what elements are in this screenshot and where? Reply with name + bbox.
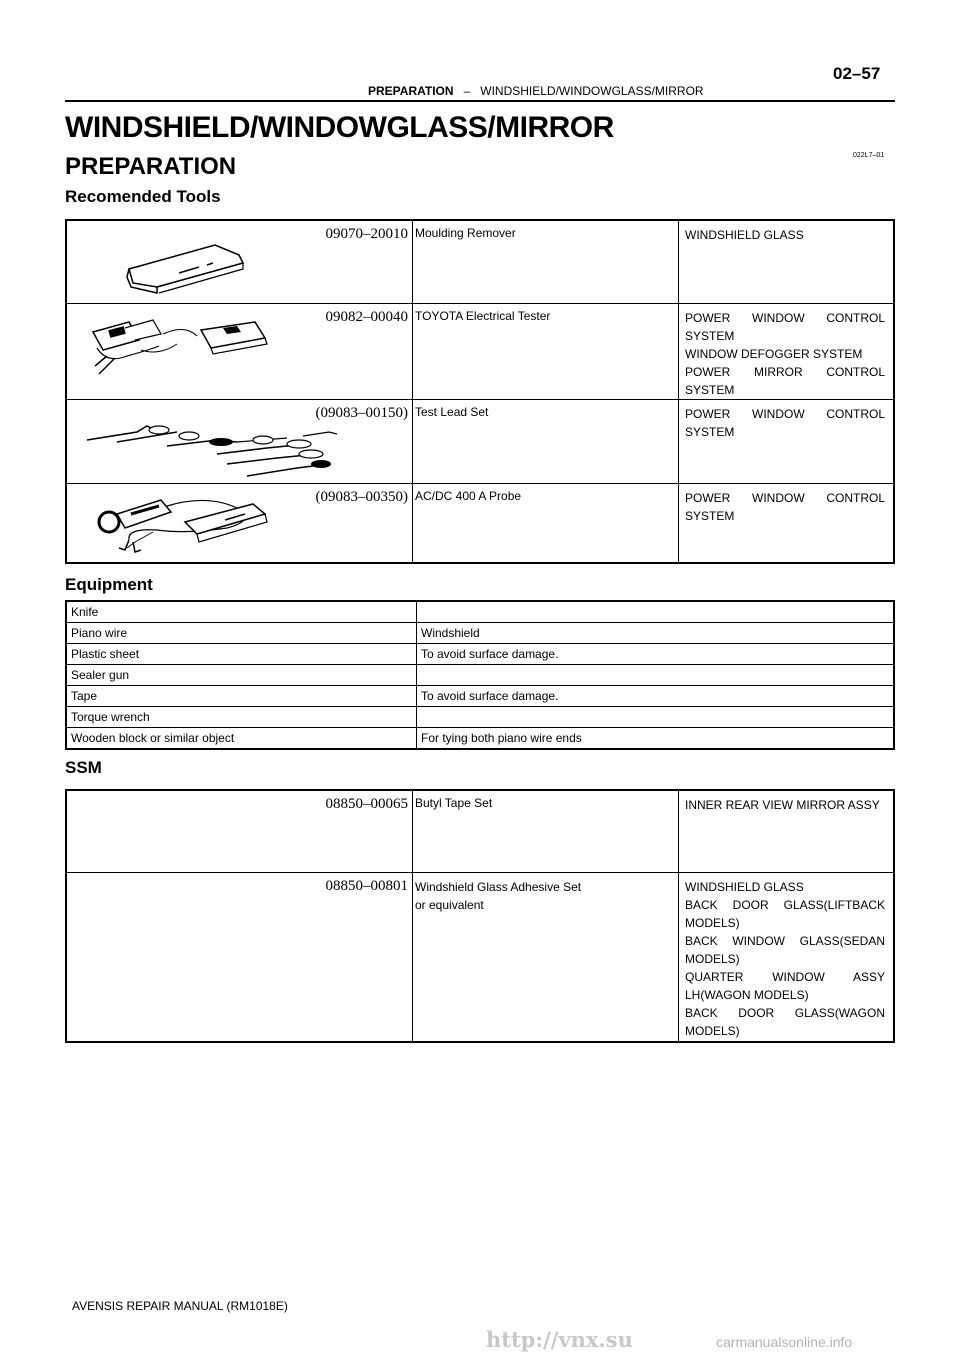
header-rule [65, 100, 895, 102]
tool-part-number: 09070–20010 [325, 226, 408, 242]
header-separator: – [463, 84, 471, 98]
ssm-part-number: 08850–00065 [325, 796, 408, 812]
ssm-part-cell [66, 872, 413, 1042]
ssm-use-line: LH(WAGON MODELS) [685, 987, 809, 1002]
ssm-part-number: 08850–00801 [325, 877, 408, 894]
tool-use-line: POWER WINDOW CONTROL [685, 406, 885, 421]
table-row [66, 707, 894, 728]
watermark-link[interactable]: http://vnx.su [486, 1327, 633, 1352]
ssm-use-line: MODELS) [685, 1023, 740, 1038]
tool-illustration-cell [66, 483, 413, 563]
ssm-use-line: BACK WINDOW GLASS(SEDAN [685, 933, 885, 948]
table-row [66, 665, 894, 686]
equipment-item: Tape [66, 686, 417, 707]
page-footer: AVENSIS REPAIR MANUAL (RM1018E) [72, 1299, 288, 1313]
table-row [66, 686, 894, 707]
equipment-table [65, 600, 895, 750]
tool-illustration-cell [66, 220, 413, 303]
tool-use-line: POWER WINDOW CONTROL [685, 490, 885, 505]
tool-use-line: POWER WINDOW CONTROL [685, 310, 885, 325]
ssm-use-line: WINDSHIELD GLASS [685, 879, 804, 894]
tool-use [679, 483, 895, 563]
ssm-use-line: MODELS) [685, 915, 740, 930]
ssm-name [413, 790, 679, 872]
equipment-note: To avoid surface damage. [417, 644, 895, 665]
ssm-name [413, 872, 679, 1042]
table-row [66, 872, 894, 1042]
ssm-use-line: INNER REAR VIEW MIRROR ASSY [685, 798, 880, 812]
table-row [66, 644, 894, 665]
running-header [368, 84, 704, 98]
tool-part-number: 09082–00040 [325, 308, 408, 325]
equipment-note [417, 707, 895, 728]
tool-use-line: SYSTEM [685, 424, 735, 439]
tool-use-line: WINDSHIELD GLASS [685, 228, 804, 242]
tools-table [65, 219, 895, 564]
equipment-item: Torque wrench [66, 707, 417, 728]
ssm-use-line: QUARTER WINDOW ASSY [685, 969, 885, 984]
table-row [66, 303, 894, 399]
tool-use-line: WINDOW DEFOGGER SYSTEM [685, 346, 863, 361]
tool-illustration-cell [66, 399, 413, 483]
equipment-item: Wooden block or similar object [66, 728, 417, 750]
equipment-item: Piano wire [66, 623, 417, 644]
tools-heading: Recomended Tools [65, 187, 221, 206]
ssm-name-line: or equivalent [415, 897, 484, 912]
equipment-note: To avoid surface damage. [417, 686, 895, 707]
ssm-use-line: BACK DOOR GLASS(WAGON [685, 1005, 885, 1020]
page-number: 02–57 [833, 64, 881, 83]
header-chapter: WINDSHIELD/WINDOWGLASS/MIRROR [480, 84, 704, 98]
ssm-use-line: MODELS) [685, 951, 740, 966]
ssm-name-line: Windshield Glass Adhesive Set [415, 879, 582, 894]
table-row [66, 790, 894, 872]
header-section: PREPARATION [368, 84, 454, 98]
ssm-name-line: Butyl Tape Set [415, 796, 493, 810]
equipment-item: Knife [66, 601, 417, 623]
page-title: WINDSHIELD/WINDOWGLASS/MIRROR [65, 111, 614, 144]
table-row [66, 601, 894, 623]
ssm-use [679, 872, 895, 1042]
tool-illustration-cell [66, 303, 413, 399]
section-title: PREPARATION [65, 153, 237, 180]
ssm-use-line: BACK DOOR GLASS(LIFTBACK [685, 897, 885, 912]
equipment-note [417, 665, 895, 686]
table-row [66, 399, 894, 483]
tool-part-number: (09083–00150) [315, 404, 408, 421]
ssm-heading: SSM [65, 758, 102, 777]
equipment-item: Sealer gun [66, 665, 417, 686]
tool-use-line: SYSTEM [685, 508, 735, 523]
tool-use-line: SYSTEM [685, 328, 735, 343]
tool-name: TOYOTA Electrical Tester [413, 303, 679, 399]
figure-code: 022L7–01 [853, 152, 885, 159]
tool-part-number: (09083–00350) [315, 488, 408, 505]
ssm-use [679, 790, 895, 872]
tool-name: Moulding Remover [413, 220, 679, 303]
tool-name: Test Lead Set [413, 399, 679, 483]
table-row [66, 623, 894, 644]
equipment-note: For tying both piano wire ends [417, 728, 895, 750]
tool-name: AC/DC 400 A Probe [413, 483, 679, 563]
tool-use [679, 399, 895, 483]
table-row [66, 483, 894, 563]
tool-use-line: POWER MIRROR CONTROL [685, 364, 885, 379]
equipment-item: Plastic sheet [66, 644, 417, 665]
tool-use [679, 303, 895, 399]
watermark-site: carmanualsonline.info [716, 1334, 853, 1350]
table-row [66, 728, 894, 750]
equipment-heading: Equipment [65, 575, 153, 594]
tool-use [679, 220, 895, 303]
equipment-note [417, 601, 895, 623]
tool-use-line: SYSTEM [685, 382, 735, 397]
equipment-note: Windshield [417, 623, 895, 644]
ssm-table [65, 789, 895, 1043]
table-row [66, 220, 894, 303]
ssm-part-cell [66, 790, 413, 872]
